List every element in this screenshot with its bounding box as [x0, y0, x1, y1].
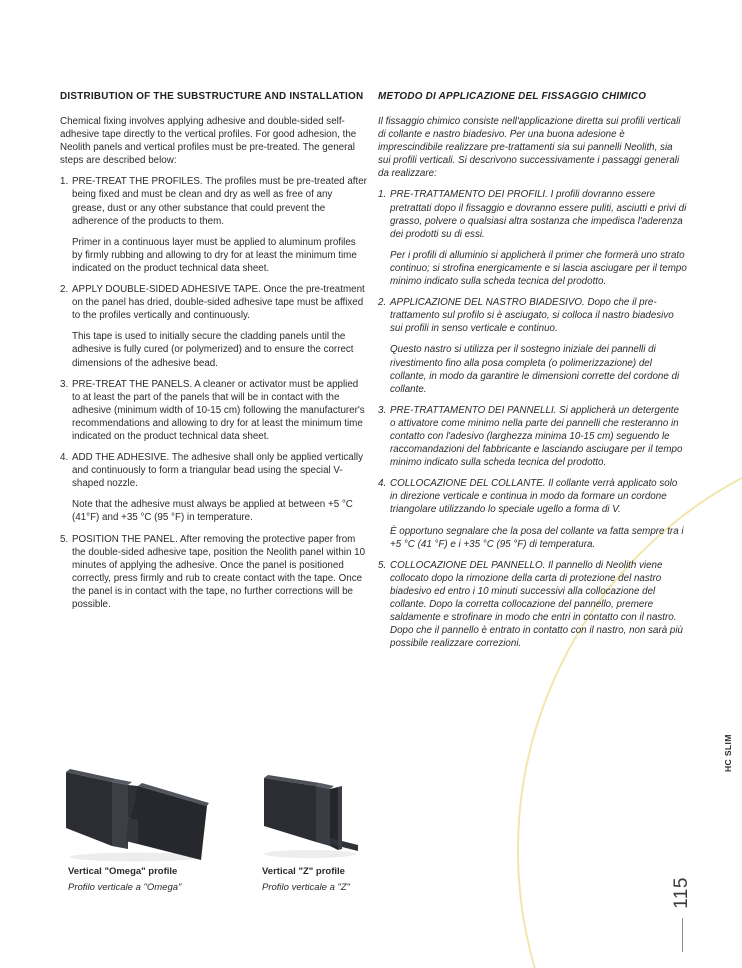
item-number: 2.: [378, 297, 387, 309]
list-item-it-3: [378, 404, 687, 469]
system-label: [713, 712, 735, 772]
z-caption-en: Vertical "Z" profile: [262, 866, 345, 877]
item-paragraph: È opportuno segnalare che la posa del collante va fatta sempre tra i +5 °C (41 °F) e i +35 °C (95 °F) di temperatura.: [390, 525, 684, 550]
item-paragraph: COLLOCAZIONE DEL COLLANTE. Il collante verrà applicato solo in direzione verticale e continua in modo da formare un cordone triangolare utilizzando lo speciale ugello a forma di V.: [390, 478, 678, 516]
list-item-it-4: [378, 477, 687, 550]
z-caption-it: Profilo verticale a "Z": [262, 882, 351, 893]
z-profile-image: [258, 768, 364, 860]
list-item-it-2: [378, 296, 687, 396]
item-paragraph: COLLOCAZIONE DEL PANNELLO. Il pannello di Neolith viene collocato dopo la rimozione della carta di protezione del nastro biadesivo ed entro i 10 minuti successivi alla collocazione del collante. Dopo la corretta collocazione del pannello, premere saldamente e strofinare in modo che entri in contatto con il nastro. Dopo che il pannello è entrato in contatto con il nastro, non sarà più possibile realizzare correzioni.: [390, 559, 684, 650]
page-number: 115: [671, 877, 692, 909]
page-number-rule: [682, 918, 683, 952]
item-number: 3.: [60, 378, 69, 390]
item-paragraph: POSITION THE PANEL. After removing the protective paper from the double-sided adhesive tape, position the Neolith panel within 10 minutes of applying the adhesive. Once the panel is positioned correctly, press firmly and rub to create contact with the tape. Once the panel is in contact with the tape, no further corrections will be possible.: [72, 533, 366, 610]
list-item-it-5: [378, 559, 687, 651]
section-heading-en: DISTRIBUTION OF THE SUBSTRUCTURE AND INSTALLATION: [60, 91, 364, 102]
item-paragraph: This tape is used to initially secure the cladding panels until the adhesive is fully cured (or polymerized) and to ensure the correct dimensions of the adhesive bead.: [72, 331, 354, 369]
item-number: 3.: [378, 404, 387, 416]
item-paragraph: PRE-TREAT THE PANELS. A cleaner or activator must be applied to at least the part of the panels that will be in contact with the adhesive (minimum width of 10-15 cm) following the manufacturer's recommendations and allowing to dry for at least the minimum time indicated on the product technical data sheet.: [72, 378, 365, 442]
item-number: 5.: [378, 559, 387, 571]
item-number: 4.: [60, 452, 69, 464]
item-number: 1.: [60, 176, 69, 188]
item-number: 1.: [378, 189, 387, 201]
item-paragraph: Note that the adhesive must always be applied at between +5 °C (41°F) and +35 °C (95 °F) in temperature.: [72, 499, 353, 524]
item-paragraph: PRE-TREAT THE PROFILES. The profiles must be pre-treated after being fixed and must be clean and dry as well as free of any grease, dust or any other substance that could prevent the adherence of the products to them.: [72, 176, 367, 227]
item-paragraph: PRE-TRATTAMENTO DEI PANNELLI. Si applicherà un detergente o attivatore come minimo nella parte dei pannelli che resteranno in contatto con l'adesivo (larghezza minima 10-15 cm) seguendo le raccomandazioni del fabbricante e lasciando asciugare per il tempo minimo indicato sulla scheda tecnica del prodotto.: [390, 404, 683, 469]
list-item-en-5: [60, 533, 367, 612]
system-label-line1: HC SLIM: [723, 734, 734, 772]
item-paragraph: APPLY DOUBLE-SIDED ADHESIVE TAPE. Once the pre-treatment on the panel has dried, double-sided adhesive tape must be affixed to the profiles vertically and continuously.: [72, 284, 365, 322]
section-heading-it: METODO DI APPLICAZIONE DEL FISSAGGIO CHIMICO: [378, 91, 647, 102]
item-number: 2.: [60, 284, 69, 296]
list-item-it-1: [378, 188, 687, 288]
list-item-en-4: [60, 451, 367, 524]
item-paragraph: APPLICAZIONE DEL NASTRO BIADESIVO. Dopo che il pre-trattamento sul profilo si è asciugato, si colloca il nastro biadesivo sui profili in senso verticale e continuo.: [390, 297, 674, 335]
list-item-en-1: [60, 175, 367, 275]
item-paragraph: ADD THE ADHESIVE. The adhesive shall only be applied vertically and continuously to form a triangular bead using the special V-shaped nozzle.: [72, 452, 363, 490]
omega-profile-image: [60, 758, 210, 863]
intro-paragraph-en: Chemical fixing involves applying adhesive and double-sided self-adhesive tape directly to the vertical profiles. For good adhesion, the Neolith panels and vertical profiles must be pre-treated. The general steps are described below:: [60, 116, 357, 167]
italian-column: [378, 90, 687, 658]
intro-paragraph-it: Il fissaggio chimico consiste nell'applicazione diretta sui profili verticali di collante e nastro biadesivo. Per una buona adesione è imprescindibile realizzare pre-trattamenti sia sui pannelli Neolith, sia sui profili verticali. Si descrivono successivamente i passaggi generali da realizzare:: [378, 116, 681, 180]
item-paragraph: PRE-TRATTAMENTO DEI PROFILI. I profili dovranno essere pretrattati dopo il fissaggio e dovranno essere puliti, asciutti e privi di grasso, polvere o qualsiasi altra sostanza che impedisca l'aderenza dei prodotti su di essi.: [390, 189, 687, 240]
list-item-en-2: [60, 283, 367, 370]
item-number: 4.: [378, 478, 387, 490]
item-paragraph: Primer in a continuous layer must be applied to aluminum profiles by firmly rubbing and allowing to dry for at least the minimum time indicated on the product technical data sheet.: [72, 236, 357, 274]
omega-caption-en: Vertical "Omega" profile: [68, 866, 178, 877]
omega-caption-it: Profilo verticale a "Omega": [68, 882, 182, 893]
item-paragraph: Questo nastro si utilizza per il sostegno iniziale dei pannelli di rivestimento fino alla posa completa (o polimerizzazione) del collante, in modo da garantire le dimensioni corrette del cordone di collante.: [390, 344, 680, 395]
list-item-en-3: [60, 378, 367, 443]
item-number: 5.: [60, 533, 69, 545]
english-column: [60, 90, 367, 619]
item-paragraph: Per i profili di alluminio si applicherà il primer che formerà uno strato continuo; si strofina energicamente e si lascia asciugare per il tempo minimo indicato sulla scheda tecnica del prodotto.: [390, 249, 687, 288]
